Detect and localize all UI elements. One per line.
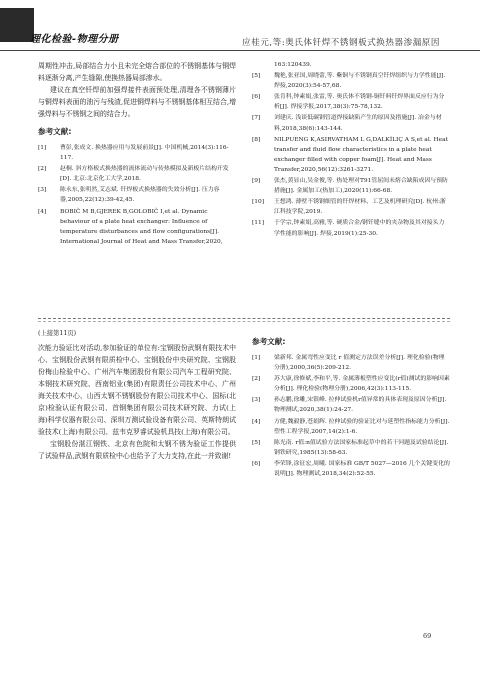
reference-item: [6] 李荣锋,涂征宏,周曦. 国家标准 GB/T 5027—2016 几个关键变化的说明[J]. 物理测试,2018,34(2):52-55. (252, 460, 450, 478)
reference-item: [7] 刘建庆. 浅谈低碳钢管道焊接缺陷产生的原因及措施[J]. 冶金与材料,2018,38(6):143-144. (252, 115, 442, 132)
reference-item: [8] NILPUENG K,ASIRVATHAM L G,DALKİLIÇ A S,et al. Heat transfer and fluid flow characteristics in a plate heat exchanger filled with copper foam[J]. Heat and Mass Transfer,2020,56(12):3261-3271. (252, 136, 448, 173)
reference-item: [1] 梁新邦. 金属弯性应变比 r 值测定方法误差分析[J]. 理化检验(物理分册),2000,36(5):209-212. (252, 355, 445, 372)
reference-item: [1] 曹彭,张成文. 换热器应用与发展前景[J]. 中国机械,2014(3):116-117. (38, 145, 229, 162)
reference-item: [3] 孙志鹏,徐雕,宋银峰. 拉伸试验机r值异常的具体表现及原因分析[J]. 物理测试,2020,38(1):24-27. (252, 397, 447, 414)
header-rule (0, 50, 480, 51)
page-header (0, 0, 480, 54)
references-heading: 参考文献: (38, 127, 72, 136)
running-title: 应桂元,等:奥氏体钎焊不锈钢板式换热器渗漏原因 (242, 38, 440, 48)
reference-item: [2] 苏大康,徐修斌,李和平,等. 金属薄板塑性应变比(r值)测试的影响因素分析[J]. 理化检验(物理分册),2006,42(3):113-115. (252, 376, 450, 393)
body-paragraph-2: 建议在真空钎焊前加强焊接件表面预处理,清理各不锈钢薄片与铜焊料表面的油污与残渣,促进铜焊料与不锈钢基体相互结合,增强焊料与不锈钢之间的结合力。 (38, 86, 236, 118)
acknowledgement-paragraph-2: 宝钢股份湛江钢铁、北京有色院和太钢不锈为验证工作提供了试验样品,武钢有限质检中心也给予了大力支持,在此一并致谢! (38, 440, 236, 460)
reference-item: [3] 陈永东,张明然,艾志斌. 钎焊板式换热器的失效分析[J]. 压力容器,2005,22(12):39-42,45. (38, 187, 220, 204)
journal-logo-text: 理化检验-物理分册 (30, 34, 119, 45)
reference-item: [5] 魏艳,张亚国,周晓蕾,等. 紫铜与不锈钢真空钎焊组织与力学性能[J]. 焊接,2020(3):54-57,68. (252, 73, 446, 90)
reference-continuation: 163:120439. (274, 62, 312, 68)
acknowledgement-paragraph-1: 次能力验证比对活动,参加验证的单位有:宝钢股份武钢有限技术中心、宝钢股份武钢有限质检中心、宝钢股份中央研究院、宝钢股份梅山检验中心、广州汽车集团股份有限公司汽车工程研究院、本钢技术研究院、西南铝业(集团)有限责任公司技术中心、广州海关技术中心、山西太钢不锈钢股份有限公司技术中心、国标(北京)检验认证有限公司、首钢集团有限公司技术研究院、力试(上海)科学仪器有限公司、深圳万测试验设备有限公司、英斯特朗试验技术(上海)有限公司、兹韦克罗睿试验机具技(上海)有限公司。 (38, 344, 236, 436)
references-heading: 参考文献: (252, 337, 286, 346)
reference-item: [5] 陈光南. r值:n值试验方法国家标准起草中的若干问题及试验结论[J]. 钢铁研究,1985(13):58-63. (252, 439, 449, 456)
reference-item: [10] 王想鸿. 薄壁不锈钢细管的钎焊材料、工艺及机理研究[D]. 杭州:浙江科技学院,2019. (252, 199, 446, 216)
page-number: 69 (423, 632, 432, 640)
section-divider-secondary (38, 321, 450, 322)
section-divider (38, 318, 450, 319)
body-paragraph-1: 周期性冲击,局部结合力小且未完全熔合部位的不锈钢基体与铜焊料逐渐分离,产生缝隙,使换热器局部渗水。 (38, 62, 236, 82)
reference-item: [4] 方健,魏毅静,苍娟辉. 拉伸试验的验证比对与延塑性指标能力分析[J]. 塑性工程学报,2007,14(2):1-6. (252, 418, 450, 435)
reference-item: [4] BOBIČ M B,GJEREK B,GOLOBIČ I,et al. Dynamic behaviour of a plate heat exchanger: Influence of temperature disturbances and flow configurations[J]. International Journal of Heat and Mass Transfer,2020, (38, 208, 223, 245)
top-left-column (38, 60, 236, 248)
bottom-right-column (252, 330, 450, 480)
reference-item: [6] 张肯科,钟素娟,张雷,等. 奥氏体不锈钢-铜钎料钎焊界面反应行为分析[J]. 焊接学报,2017,38(3):75-78,132. (252, 94, 445, 111)
reference-item: [9] 张杰,黄显山,吴金俊,等. 热处理对T91管屈间未熔合缺陷成因与预防措施[J]. 金属加工(热加工),2020(11):66-68. (252, 178, 448, 195)
top-right-column (252, 60, 450, 240)
bottom-left-column (38, 328, 236, 462)
journal-logo-mark (0, 8, 34, 42)
continuation-note: (上接第11页) (38, 330, 77, 337)
reference-item: [2] 赵桐. 斜方格板式换热器的流体流动与传热模拟及新板片结构开发[D]. 北京:北京化工大学,2018. (38, 166, 229, 183)
reference-item: [11] 于学宗,钟素娟,高雅,等. 硬质合金/钢钎缝中的夹杂物及其对接头力学性能的影响[J]. 焊接,2019(1):25-30. (252, 220, 445, 237)
